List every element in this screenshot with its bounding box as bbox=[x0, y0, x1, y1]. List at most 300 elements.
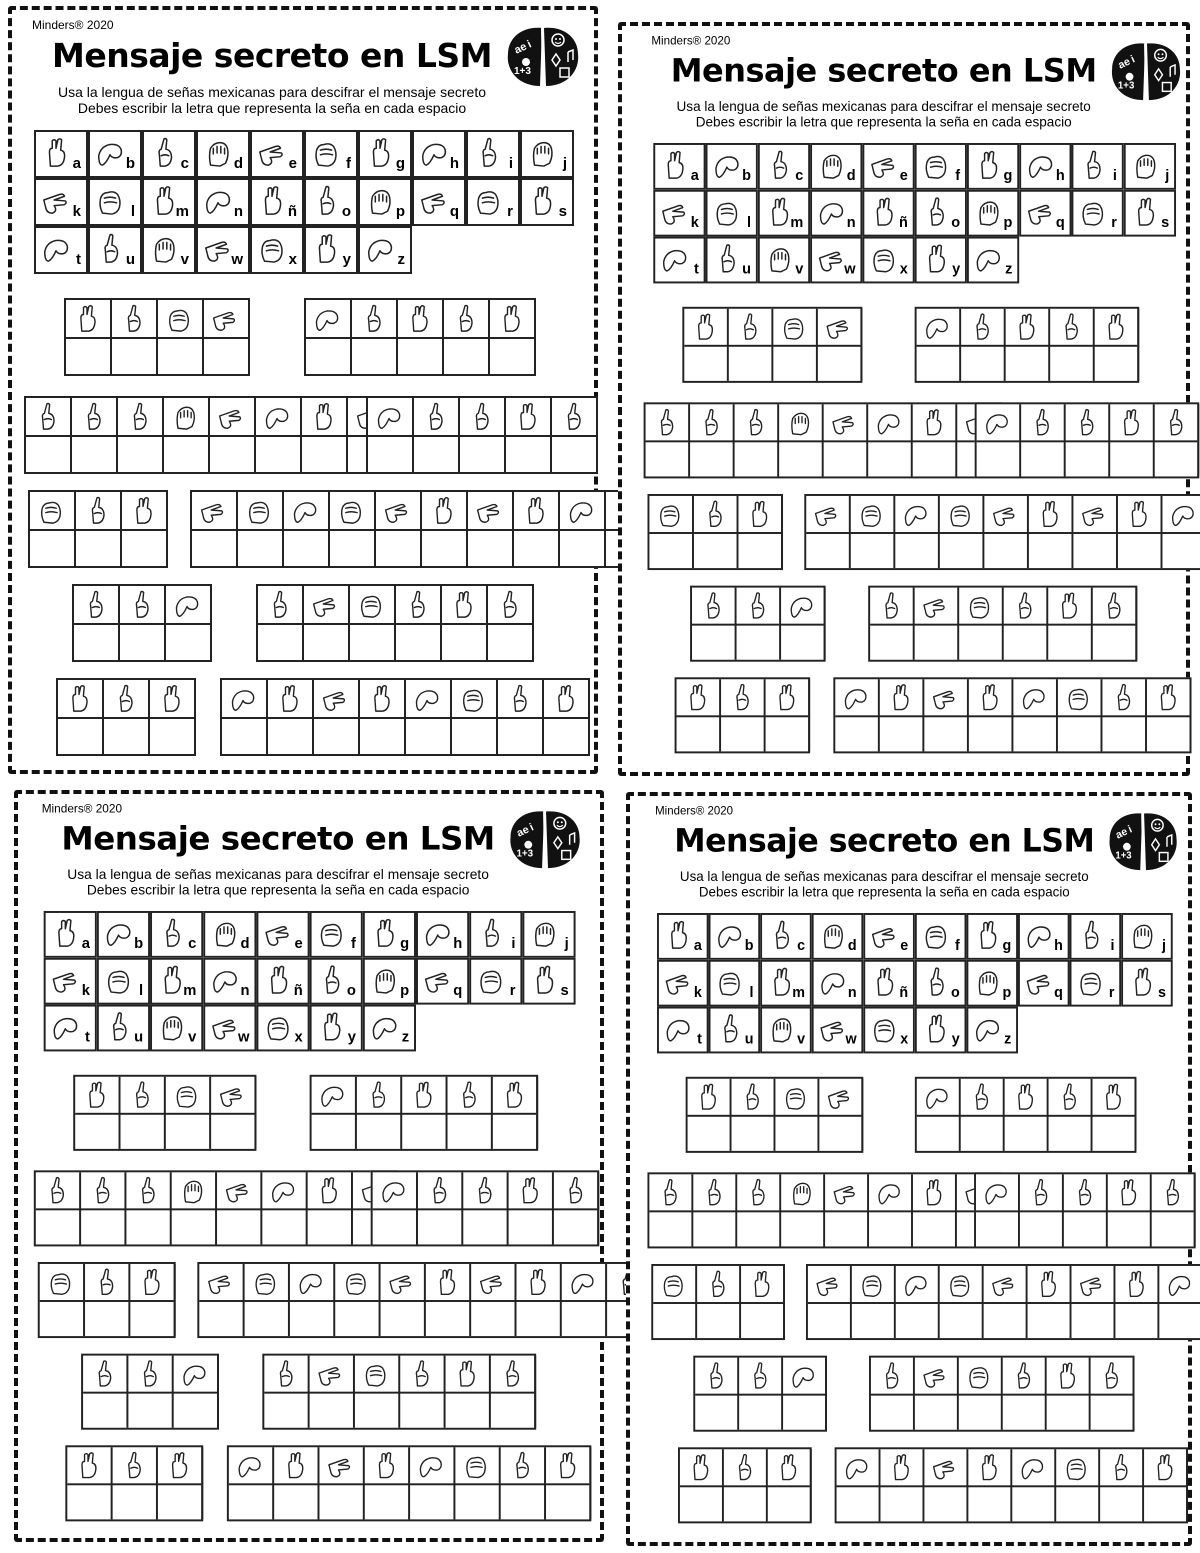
answer-line-divider bbox=[26, 435, 392, 437]
alphabet-letter: w bbox=[845, 1030, 857, 1048]
hand-sign-icon bbox=[165, 1451, 195, 1482]
hand-sign-icon bbox=[523, 1268, 553, 1299]
instruction-line-2: Debes escribir la letra que representa la seña en cada espacio bbox=[77, 100, 467, 116]
hand-sign-icon bbox=[774, 1453, 803, 1484]
alphabet-cell bbox=[1121, 913, 1173, 960]
brand-label: Minders® 2020 bbox=[32, 18, 114, 32]
alphabet-letter: i bbox=[1112, 167, 1117, 184]
hand-sign-icon bbox=[656, 1178, 685, 1209]
hand-sign-icon bbox=[741, 408, 770, 439]
hand-sign-icon bbox=[342, 1268, 372, 1299]
alphabet-cell bbox=[966, 913, 1018, 960]
hand-sign-icon bbox=[921, 150, 950, 183]
alphabet-letter: r bbox=[1111, 214, 1117, 231]
alphabet-cell bbox=[709, 960, 761, 1007]
alphabet-cell bbox=[915, 237, 967, 284]
hand-sign-icon bbox=[173, 590, 203, 622]
alphabet-letter: h bbox=[1054, 937, 1063, 954]
alphabet-cell bbox=[150, 958, 203, 1005]
alphabet-letter: v bbox=[795, 260, 804, 278]
alphabet-letter: a bbox=[72, 155, 81, 172]
hand-sign-icon bbox=[1025, 967, 1054, 1000]
alphabet-letter: e bbox=[900, 937, 909, 954]
alphabet-letter: f bbox=[954, 937, 960, 954]
message-word-box bbox=[366, 396, 598, 474]
alphabet-cell bbox=[863, 960, 915, 1007]
hand-sign-icon bbox=[947, 500, 976, 531]
hand-sign-icon bbox=[664, 1013, 693, 1046]
alphabet-cell bbox=[862, 237, 914, 284]
alphabet-letter: b bbox=[134, 935, 144, 952]
hand-sign-icon bbox=[149, 233, 179, 267]
alphabet-cell bbox=[758, 143, 810, 190]
hand-sign-icon bbox=[317, 1011, 347, 1044]
worksheet-bottom-right bbox=[636, 796, 1190, 1537]
alphabet-letter: e bbox=[288, 155, 297, 172]
message-word-box bbox=[686, 1077, 864, 1153]
alphabet-letter: g bbox=[400, 935, 410, 952]
alphabet-letter: v bbox=[188, 1028, 197, 1046]
hand-sign-icon bbox=[919, 408, 948, 439]
hand-sign-icon bbox=[157, 684, 187, 716]
hand-sign-icon bbox=[263, 1011, 293, 1044]
alphabet-cell bbox=[469, 911, 522, 958]
hand-sign-icon bbox=[407, 1360, 437, 1391]
alphabet-letter: l bbox=[139, 982, 144, 999]
alphabet-letter: y bbox=[342, 251, 351, 268]
alphabet-letter: m bbox=[792, 984, 806, 1001]
hand-sign-icon bbox=[311, 590, 341, 622]
alphabet-cell bbox=[44, 958, 97, 1005]
hand-sign-icon bbox=[738, 1083, 767, 1114]
alphabet-cell bbox=[363, 1005, 416, 1052]
hand-sign-icon bbox=[275, 684, 305, 716]
answer-line-divider bbox=[222, 717, 588, 719]
alphabet-letter: u bbox=[744, 1030, 754, 1048]
answer-line-divider bbox=[74, 623, 210, 625]
hand-sign-icon bbox=[567, 496, 597, 528]
message-word-box bbox=[647, 1172, 1000, 1248]
alphabet-cell bbox=[1124, 143, 1176, 190]
hand-sign-icon bbox=[931, 683, 960, 714]
alphabet-letter: x bbox=[900, 1030, 909, 1048]
hand-sign-icon bbox=[1072, 408, 1101, 439]
alphabet-cell bbox=[810, 143, 862, 190]
alphabet-cell bbox=[706, 237, 758, 284]
hand-sign-icon bbox=[421, 402, 451, 434]
answer-line-divider bbox=[653, 1302, 783, 1304]
hand-sign-icon bbox=[870, 920, 899, 953]
message-word-box bbox=[833, 677, 1191, 753]
alphabet-cell bbox=[709, 1007, 761, 1054]
hand-sign-icon bbox=[257, 185, 287, 219]
alphabet-letter: r bbox=[1108, 984, 1115, 1001]
alphabet-letter: s bbox=[560, 982, 569, 999]
hand-sign-icon bbox=[357, 590, 387, 622]
hand-sign-icon bbox=[1076, 920, 1105, 953]
alphabet-letter: z bbox=[1005, 260, 1013, 278]
answer-line-divider bbox=[649, 532, 781, 534]
alphabet-letter: q bbox=[449, 203, 459, 220]
answer-line-divider bbox=[871, 1394, 1133, 1396]
hand-sign-icon bbox=[476, 965, 506, 998]
alphabet-letter: e bbox=[899, 167, 908, 184]
hand-sign-icon bbox=[660, 243, 689, 276]
alphabet-letter: w bbox=[231, 251, 243, 268]
answer-line-divider bbox=[837, 1485, 1187, 1487]
alphabet-cell bbox=[967, 190, 1019, 237]
hand-sign-icon bbox=[815, 1270, 844, 1301]
message-word-box bbox=[975, 402, 1200, 478]
alphabet-cell bbox=[758, 190, 810, 237]
hand-sign-icon bbox=[383, 496, 413, 528]
alphabet-cell bbox=[863, 1007, 915, 1054]
instructions bbox=[12, 84, 532, 116]
message-word-box bbox=[81, 1354, 219, 1430]
hand-sign-icon bbox=[375, 402, 405, 434]
alphabet-letter: s bbox=[558, 203, 567, 220]
answer-line-divider bbox=[677, 715, 809, 717]
hand-sign-icon bbox=[497, 304, 527, 336]
hand-sign-icon bbox=[702, 1362, 731, 1393]
hand-sign-icon bbox=[1053, 1362, 1082, 1393]
message-word-box bbox=[693, 1356, 827, 1432]
alphabet-letter: p bbox=[1003, 214, 1013, 231]
hand-sign-icon bbox=[931, 1453, 960, 1484]
alphabet-letter: s bbox=[1158, 984, 1167, 1001]
hand-sign-icon bbox=[1026, 197, 1055, 230]
alphabet-letter: q bbox=[1055, 214, 1065, 231]
hand-sign-icon bbox=[731, 1453, 760, 1484]
brand-label: Minders® 2020 bbox=[651, 33, 731, 48]
hand-sign-icon bbox=[656, 500, 685, 531]
hand-sign-icon bbox=[425, 1176, 455, 1207]
alphabet-cell bbox=[416, 958, 469, 1005]
hand-sign-icon bbox=[973, 920, 1002, 953]
hand-sign-icon bbox=[380, 1176, 410, 1207]
hand-sign-icon bbox=[417, 1451, 447, 1482]
hand-sign-icon bbox=[104, 1011, 134, 1044]
alphabet-cell bbox=[653, 237, 705, 284]
hand-sign-icon bbox=[817, 197, 846, 230]
alphabet-letter: c bbox=[797, 937, 806, 954]
worksheet-panel-top-right bbox=[618, 22, 1190, 776]
alphabet-letter: i bbox=[511, 935, 516, 952]
hand-sign-icon bbox=[475, 496, 505, 528]
hand-sign-icon bbox=[252, 1268, 282, 1299]
message-word-box bbox=[690, 586, 826, 662]
hand-sign-icon bbox=[359, 304, 389, 336]
hand-sign-icon bbox=[830, 408, 859, 439]
hand-sign-icon bbox=[983, 1178, 1012, 1209]
message-word-box bbox=[72, 584, 212, 662]
answer-line-divider bbox=[835, 715, 1189, 717]
alphabet-cell bbox=[653, 190, 705, 237]
answer-line-divider bbox=[67, 1483, 201, 1485]
hand-sign-icon bbox=[83, 496, 113, 528]
hand-sign-icon bbox=[559, 402, 589, 434]
hand-sign-icon bbox=[470, 1176, 500, 1207]
hand-sign-icon bbox=[887, 1453, 916, 1484]
hand-sign-icon bbox=[746, 1362, 775, 1393]
message-word-box bbox=[371, 1170, 600, 1246]
alphabet-letter: q bbox=[1054, 984, 1063, 1001]
hand-sign-icon bbox=[728, 683, 757, 714]
alphabet-letter: t bbox=[693, 260, 699, 278]
hand-sign-icon bbox=[47, 1268, 77, 1299]
alphabet-letter: g bbox=[1003, 167, 1013, 184]
answer-line-divider bbox=[66, 337, 248, 339]
worksheet-top-right bbox=[632, 26, 1193, 767]
alphabet-cell bbox=[863, 913, 915, 960]
alphabet-cell bbox=[862, 190, 914, 237]
hand-sign-icon bbox=[370, 918, 400, 951]
alphabet-cell bbox=[915, 143, 967, 190]
message-word-box bbox=[647, 494, 783, 570]
alphabet-cell bbox=[810, 237, 862, 284]
alphabet-letter: k bbox=[693, 984, 702, 1001]
hand-sign-icon bbox=[459, 684, 489, 716]
alphabet-cell bbox=[97, 1005, 150, 1052]
hand-sign-icon bbox=[413, 684, 443, 716]
hand-sign-icon bbox=[790, 1362, 819, 1393]
alphabet-cell bbox=[34, 226, 88, 274]
hand-sign-icon bbox=[419, 137, 449, 171]
hand-sign-icon bbox=[318, 1081, 348, 1112]
hand-sign-icon bbox=[521, 496, 551, 528]
alphabet-letter: b bbox=[744, 937, 754, 954]
answer-line-divider bbox=[808, 1302, 1200, 1304]
alphabet-cell bbox=[250, 130, 304, 178]
hand-sign-icon bbox=[1012, 313, 1041, 344]
hand-sign-icon bbox=[527, 185, 557, 219]
hand-sign-icon bbox=[405, 304, 435, 336]
hand-sign-icon bbox=[1028, 408, 1057, 439]
alphabet-letter: k bbox=[81, 982, 90, 999]
alphabet-cell bbox=[657, 960, 709, 1007]
alphabet-letter: y bbox=[951, 1030, 960, 1048]
instruction-line-2: Debes escribir la letra que representa la seña en cada espacio bbox=[698, 883, 1070, 900]
alphabet-cell bbox=[1124, 190, 1176, 237]
alphabet-letter: h bbox=[449, 155, 459, 172]
hand-sign-icon bbox=[921, 243, 950, 276]
hand-sign-icon bbox=[365, 233, 395, 267]
alphabet-cell bbox=[760, 960, 812, 1007]
alphabet-cell bbox=[706, 190, 758, 237]
alphabet-cell bbox=[967, 143, 1019, 190]
alphabet-letter: d bbox=[846, 167, 856, 184]
hand-sign-icon bbox=[869, 150, 898, 183]
hand-sign-icon bbox=[211, 304, 241, 336]
alphabet-letter: d bbox=[233, 155, 243, 172]
alphabet-cell bbox=[256, 958, 309, 1005]
answer-line-divider bbox=[976, 1210, 1194, 1212]
answer-line-divider bbox=[977, 440, 1198, 442]
hand-sign-icon bbox=[43, 1176, 73, 1207]
message-word-box bbox=[835, 1447, 1188, 1523]
alphabet-letter: o bbox=[341, 203, 351, 220]
hand-sign-icon bbox=[90, 1360, 120, 1391]
alphabet-cell bbox=[758, 237, 810, 284]
alphabet-letter: b bbox=[125, 155, 135, 172]
alphabet-cell bbox=[310, 911, 363, 958]
hand-sign-icon bbox=[203, 137, 233, 171]
hand-sign-icon bbox=[263, 965, 293, 998]
hand-sign-icon bbox=[1055, 592, 1084, 623]
svg-text:ae i: ae i bbox=[514, 821, 536, 840]
alphabet-letter: p bbox=[400, 982, 410, 999]
alphabet-cell bbox=[358, 226, 412, 274]
alphabet-cell bbox=[256, 1005, 309, 1052]
hand-sign-icon bbox=[694, 1083, 723, 1114]
hand-sign-icon bbox=[920, 1178, 949, 1209]
hand-sign-icon bbox=[265, 590, 295, 622]
hand-sign-icon bbox=[683, 683, 712, 714]
alphabet-cell bbox=[358, 130, 412, 178]
instruction-line-1: Usa la lengua de señas mexicanas para descifrar el mensaje secreto bbox=[57, 84, 486, 100]
hand-sign-icon bbox=[217, 402, 247, 434]
hand-sign-icon bbox=[974, 197, 1003, 230]
alphabet-letter: m bbox=[790, 214, 804, 231]
hand-sign-icon bbox=[923, 1083, 952, 1114]
hand-sign-icon bbox=[137, 1268, 167, 1299]
hand-sign-icon bbox=[765, 197, 794, 230]
hand-sign-icon bbox=[127, 1081, 157, 1112]
alphabet-cell bbox=[412, 178, 466, 226]
hand-sign-icon bbox=[529, 965, 559, 998]
alphabet-letter: z bbox=[397, 251, 405, 268]
hand-sign-icon bbox=[495, 590, 525, 622]
hand-sign-icon bbox=[51, 918, 81, 951]
alphabet-letter: a bbox=[690, 167, 699, 184]
hand-sign-icon bbox=[529, 918, 559, 951]
hand-sign-icon bbox=[88, 1176, 118, 1207]
hand-sign-icon bbox=[825, 313, 854, 344]
hand-sign-icon bbox=[206, 1268, 236, 1299]
hand-sign-icon bbox=[203, 185, 233, 219]
instructions bbox=[636, 868, 1133, 899]
alphabet-cell bbox=[466, 130, 520, 178]
hand-sign-icon bbox=[1169, 500, 1198, 531]
message-word-box bbox=[974, 1172, 1196, 1248]
alphabet-letter: h bbox=[1055, 167, 1065, 184]
alphabet-cell bbox=[44, 911, 97, 958]
hand-sign-icon bbox=[452, 1360, 482, 1391]
alphabet-cell bbox=[812, 913, 864, 960]
alphabet-cell bbox=[760, 913, 812, 960]
brain-logo bbox=[1104, 810, 1180, 874]
message-word-box bbox=[34, 1170, 398, 1246]
alphabet-cell bbox=[150, 911, 203, 958]
hand-sign-icon bbox=[104, 918, 134, 951]
hand-sign-icon bbox=[181, 1360, 211, 1391]
alphabet-cell bbox=[304, 178, 358, 226]
hand-sign-icon bbox=[887, 683, 916, 714]
svg-text:1+3: 1+3 bbox=[1117, 80, 1135, 92]
answer-line-divider bbox=[229, 1483, 590, 1485]
hand-sign-icon bbox=[403, 590, 433, 622]
instruction-line-1: Usa la lengua de señas mexicanas para descifrar el mensaje secreto bbox=[67, 866, 489, 882]
hand-sign-icon bbox=[786, 408, 815, 439]
alphabet-cell bbox=[915, 190, 967, 237]
hand-sign-icon bbox=[433, 1268, 463, 1299]
alphabet-letter: j bbox=[1162, 937, 1167, 954]
answer-line-divider bbox=[30, 529, 166, 531]
hand-sign-icon bbox=[765, 243, 794, 276]
hand-sign-icon bbox=[257, 233, 287, 267]
hand-sign-icon bbox=[473, 137, 503, 171]
alphabet-cell bbox=[44, 1005, 97, 1052]
hand-sign-icon bbox=[157, 918, 187, 951]
message-word-box bbox=[227, 1445, 591, 1521]
hand-sign-icon bbox=[842, 683, 871, 714]
svg-text:ae i: ae i bbox=[1113, 823, 1135, 842]
hand-sign-icon bbox=[813, 500, 842, 531]
hand-sign-icon bbox=[817, 243, 846, 276]
hand-sign-icon bbox=[767, 920, 796, 953]
message-word-box bbox=[28, 490, 168, 568]
hand-sign-icon bbox=[362, 1360, 392, 1391]
hand-sign-icon bbox=[95, 233, 125, 267]
alphabet-cell bbox=[142, 130, 196, 178]
hand-sign-icon bbox=[869, 243, 898, 276]
hand-sign-icon bbox=[1019, 1453, 1048, 1484]
hand-sign-icon bbox=[832, 1178, 861, 1209]
alphabet-letter: t bbox=[697, 1030, 702, 1048]
hand-sign-icon bbox=[712, 197, 741, 230]
answer-line-divider bbox=[917, 345, 1138, 347]
instructions bbox=[22, 866, 534, 897]
hand-sign-icon bbox=[875, 408, 904, 439]
hand-sign-icon bbox=[81, 590, 111, 622]
alphabet-letter: c bbox=[795, 167, 804, 184]
hand-sign-icon bbox=[1009, 1362, 1038, 1393]
brain-logo bbox=[502, 24, 582, 90]
answer-line-divider bbox=[75, 1113, 254, 1115]
instruction-line-2: Debes escribir la letra que representa la seña en cada espacio bbox=[86, 881, 470, 898]
alphabet-cell bbox=[1070, 960, 1122, 1007]
hand-sign-icon bbox=[51, 965, 81, 998]
hand-sign-icon bbox=[263, 918, 293, 951]
hand-sign-icon bbox=[782, 1083, 811, 1114]
message-word-box bbox=[220, 678, 590, 756]
alphabet-letter: i bbox=[508, 155, 513, 172]
hand-sign-icon bbox=[976, 683, 1005, 714]
alphabet-cell bbox=[250, 226, 304, 274]
alphabet-cell bbox=[142, 226, 196, 274]
answer-line-divider bbox=[680, 1485, 810, 1487]
hand-sign-icon bbox=[712, 243, 741, 276]
alphabet-cell bbox=[706, 143, 758, 190]
hand-sign-icon bbox=[199, 496, 229, 528]
hand-sign-icon bbox=[257, 137, 287, 171]
hand-sign-icon bbox=[498, 1360, 528, 1391]
alphabet-cell bbox=[304, 130, 358, 178]
hand-sign-icon bbox=[317, 1360, 347, 1391]
alphabet-letter: f bbox=[350, 935, 356, 952]
hand-sign-icon bbox=[788, 1178, 817, 1209]
message-word-box bbox=[38, 1262, 176, 1338]
hand-sign-icon bbox=[321, 684, 351, 716]
instructions bbox=[632, 98, 1135, 129]
hand-sign-icon bbox=[1109, 683, 1138, 714]
alphabet-cell bbox=[1018, 960, 1070, 1007]
hand-sign-icon bbox=[921, 592, 950, 623]
hand-sign-icon bbox=[902, 1270, 931, 1301]
alphabet-letter: j bbox=[564, 935, 569, 952]
hand-sign-icon bbox=[245, 496, 275, 528]
hand-sign-icon bbox=[365, 185, 395, 219]
